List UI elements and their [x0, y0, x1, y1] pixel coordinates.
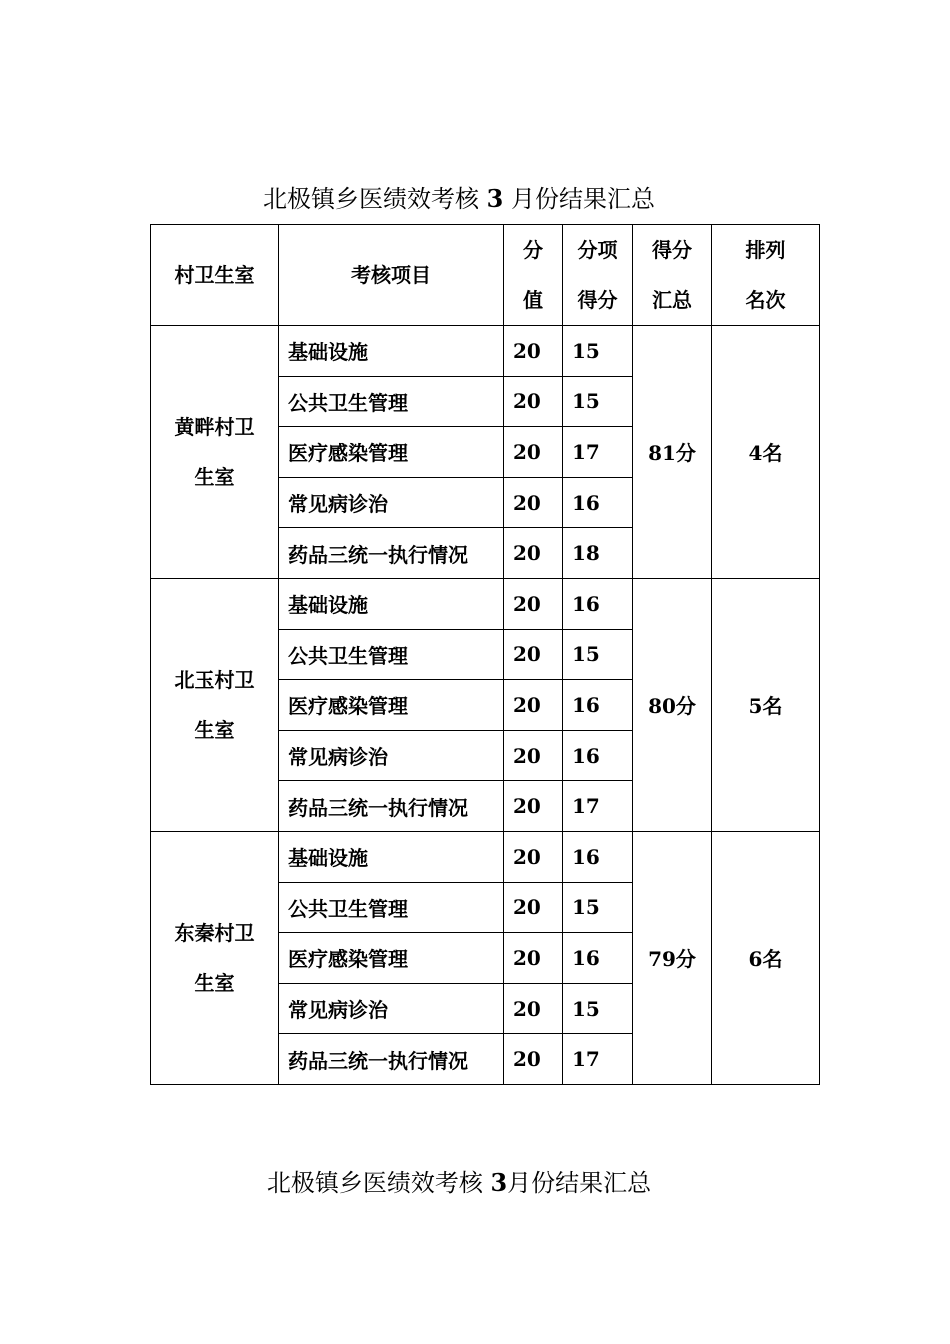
value-cell: 20	[504, 1034, 563, 1085]
footer-title-suffix: 月份结果汇总	[507, 1169, 652, 1197]
title-prefix: 北极镇乡医绩效考核	[263, 185, 479, 213]
header-item-score: 分项 得分	[563, 225, 633, 326]
item-cell: 药品三统一执行情况	[279, 781, 504, 832]
score-cell: 16	[563, 680, 633, 731]
rank-cell: 5名	[712, 578, 820, 831]
score-cell: 16	[563, 477, 633, 528]
total-cell: 80分	[633, 578, 712, 831]
footer-title-month: 3	[490, 1168, 508, 1197]
value-cell: 20	[504, 882, 563, 933]
item-cell: 常见病诊治	[279, 983, 504, 1034]
item-cell: 基础设施	[279, 326, 504, 377]
item-cell: 常见病诊治	[279, 477, 504, 528]
value-cell: 20	[504, 376, 563, 427]
value-cell: 20	[504, 477, 563, 528]
item-cell: 基础设施	[279, 578, 504, 629]
value-cell: 20	[504, 578, 563, 629]
score-cell: 16	[563, 730, 633, 781]
item-cell: 公共卫生管理	[279, 629, 504, 680]
score-cell: 17	[563, 1034, 633, 1085]
value-cell: 20	[504, 326, 563, 377]
score-cell: 15	[563, 983, 633, 1034]
item-cell: 医疗感染管理	[279, 427, 504, 478]
score-cell: 17	[563, 427, 633, 478]
value-cell: 20	[504, 781, 563, 832]
header-row	[151, 225, 820, 326]
score-cell: 15	[563, 629, 633, 680]
header-total: 得分 汇总	[633, 225, 712, 326]
score-cell: 16	[563, 933, 633, 984]
item-cell: 公共卫生管理	[279, 882, 504, 933]
village-cell: 北玉村卫 生室	[151, 578, 279, 831]
item-cell: 常见病诊治	[279, 730, 504, 781]
value-cell: 20	[504, 933, 563, 984]
total-cell: 79分	[633, 831, 712, 1084]
item-cell: 医疗感染管理	[279, 933, 504, 984]
value-cell: 20	[504, 528, 563, 579]
score-cell: 15	[563, 882, 633, 933]
value-cell: 20	[504, 983, 563, 1034]
score-cell: 16	[563, 831, 633, 882]
item-cell: 药品三统一执行情况	[279, 1034, 504, 1085]
item-cell: 公共卫生管理	[279, 376, 504, 427]
results-table	[150, 224, 820, 1085]
rank-cell: 6名	[712, 831, 820, 1084]
item-cell: 医疗感染管理	[279, 680, 504, 731]
score-cell: 16	[563, 578, 633, 629]
title-month: 3	[486, 184, 504, 213]
header-rank: 排列 名次	[712, 225, 820, 326]
footer-title-prefix: 北极镇乡医绩效考核	[266, 1169, 483, 1197]
score-cell: 15	[563, 376, 633, 427]
table-row	[151, 326, 820, 377]
total-cell: 81分	[633, 326, 712, 579]
value-cell: 20	[504, 629, 563, 680]
village-cell: 黄畔村卫 生室	[151, 326, 279, 579]
header-item: 考核项目	[279, 225, 504, 326]
title-suffix: 月份结果汇总	[510, 185, 655, 213]
header-village: 村卫生室	[151, 225, 279, 326]
score-cell: 18	[563, 528, 633, 579]
header-score-value: 分 值	[504, 225, 563, 326]
page-title	[0, 184, 918, 214]
value-cell: 20	[504, 427, 563, 478]
score-cell: 15	[563, 326, 633, 377]
table-row	[151, 831, 820, 882]
score-cell: 17	[563, 781, 633, 832]
table-row	[151, 578, 820, 629]
value-cell: 20	[504, 831, 563, 882]
value-cell: 20	[504, 680, 563, 731]
footer-title	[0, 1168, 918, 1198]
value-cell: 20	[504, 730, 563, 781]
rank-cell: 4名	[712, 326, 820, 579]
village-cell: 东秦村卫 生室	[151, 831, 279, 1084]
item-cell: 基础设施	[279, 831, 504, 882]
item-cell: 药品三统一执行情况	[279, 528, 504, 579]
